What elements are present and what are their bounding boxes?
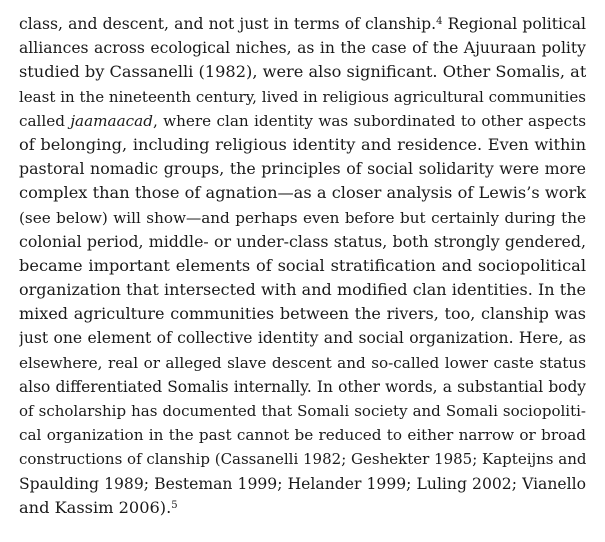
text-line-7: pastoral nomadic groups, the principles of social solidarity were more xyxy=(19,159,586,179)
document-page xyxy=(19,12,586,520)
footnote-marker-4: 4 xyxy=(436,16,443,27)
text-line-4: least in the nineteenth century, lived in religious agricultural communities xyxy=(19,87,586,106)
text-line-11: became important elements of social stratification and sociopolitical xyxy=(19,255,586,275)
text-line-18: cal organization in the past cannot be reduced to either narrow or broad xyxy=(19,426,586,445)
text-line-19: constructions of clanship (Cassanelli 1982; Geshekter 1985; Kapteijns and xyxy=(19,450,586,469)
text-segment: Regional political xyxy=(442,15,586,33)
text-line-16: also differentiated Somalis internally. In other words, a substantial body xyxy=(19,377,586,396)
footnote-marker-5: 5 xyxy=(171,499,178,511)
body-paragraph xyxy=(19,12,586,520)
text-line-10: colonial period, middle- or under-class status, both strongly gendered, xyxy=(19,231,586,251)
text-line-13: mixed agriculture communities between the rivers, too, clanship was xyxy=(19,304,586,324)
text-line-12: organization that intersected with and modified clan identities. In the xyxy=(19,280,586,300)
text-line-20: Spaulding 1989; Besteman 1999; Helander 1999; Luling 2002; Vianello xyxy=(19,474,586,493)
text-line-3: studied by Cassanelli (1982), were also significant. Other Somalis, at xyxy=(19,62,586,82)
text-line-2: alliances across ecological niches, as in the case of the Ajuuraan polity xyxy=(19,39,586,58)
text-segment: class, and descent, and not just in terms of clanship. xyxy=(19,15,437,33)
text-line-1 xyxy=(19,12,586,36)
text-line-9: (see below) will show—and perhaps even before but certainly during the xyxy=(19,208,586,227)
text-segment: and Kassim 2006). xyxy=(19,497,172,517)
text-segment: called xyxy=(19,111,71,130)
text-line-14: just one element of collective identity and social organization. Here, as xyxy=(19,329,586,348)
text-line-15: elsewhere, real or alleged slave descent and so-called lower caste status xyxy=(19,353,586,372)
text-segment: , where clan identity was subordinated to other aspects xyxy=(152,111,586,130)
italic-term: jaamaacad xyxy=(70,111,153,130)
text-line-8: complex than those of agnation—as a closer analysis of Lewis’s work xyxy=(19,183,586,203)
text-line-21 xyxy=(19,496,586,520)
text-line-5 xyxy=(19,109,586,133)
text-line-17: of scholarship has documented that Somali society and Somali sociopoliti- xyxy=(19,402,586,420)
text-line-6: of belonging, including religious identity and residence. Even within xyxy=(19,134,586,154)
